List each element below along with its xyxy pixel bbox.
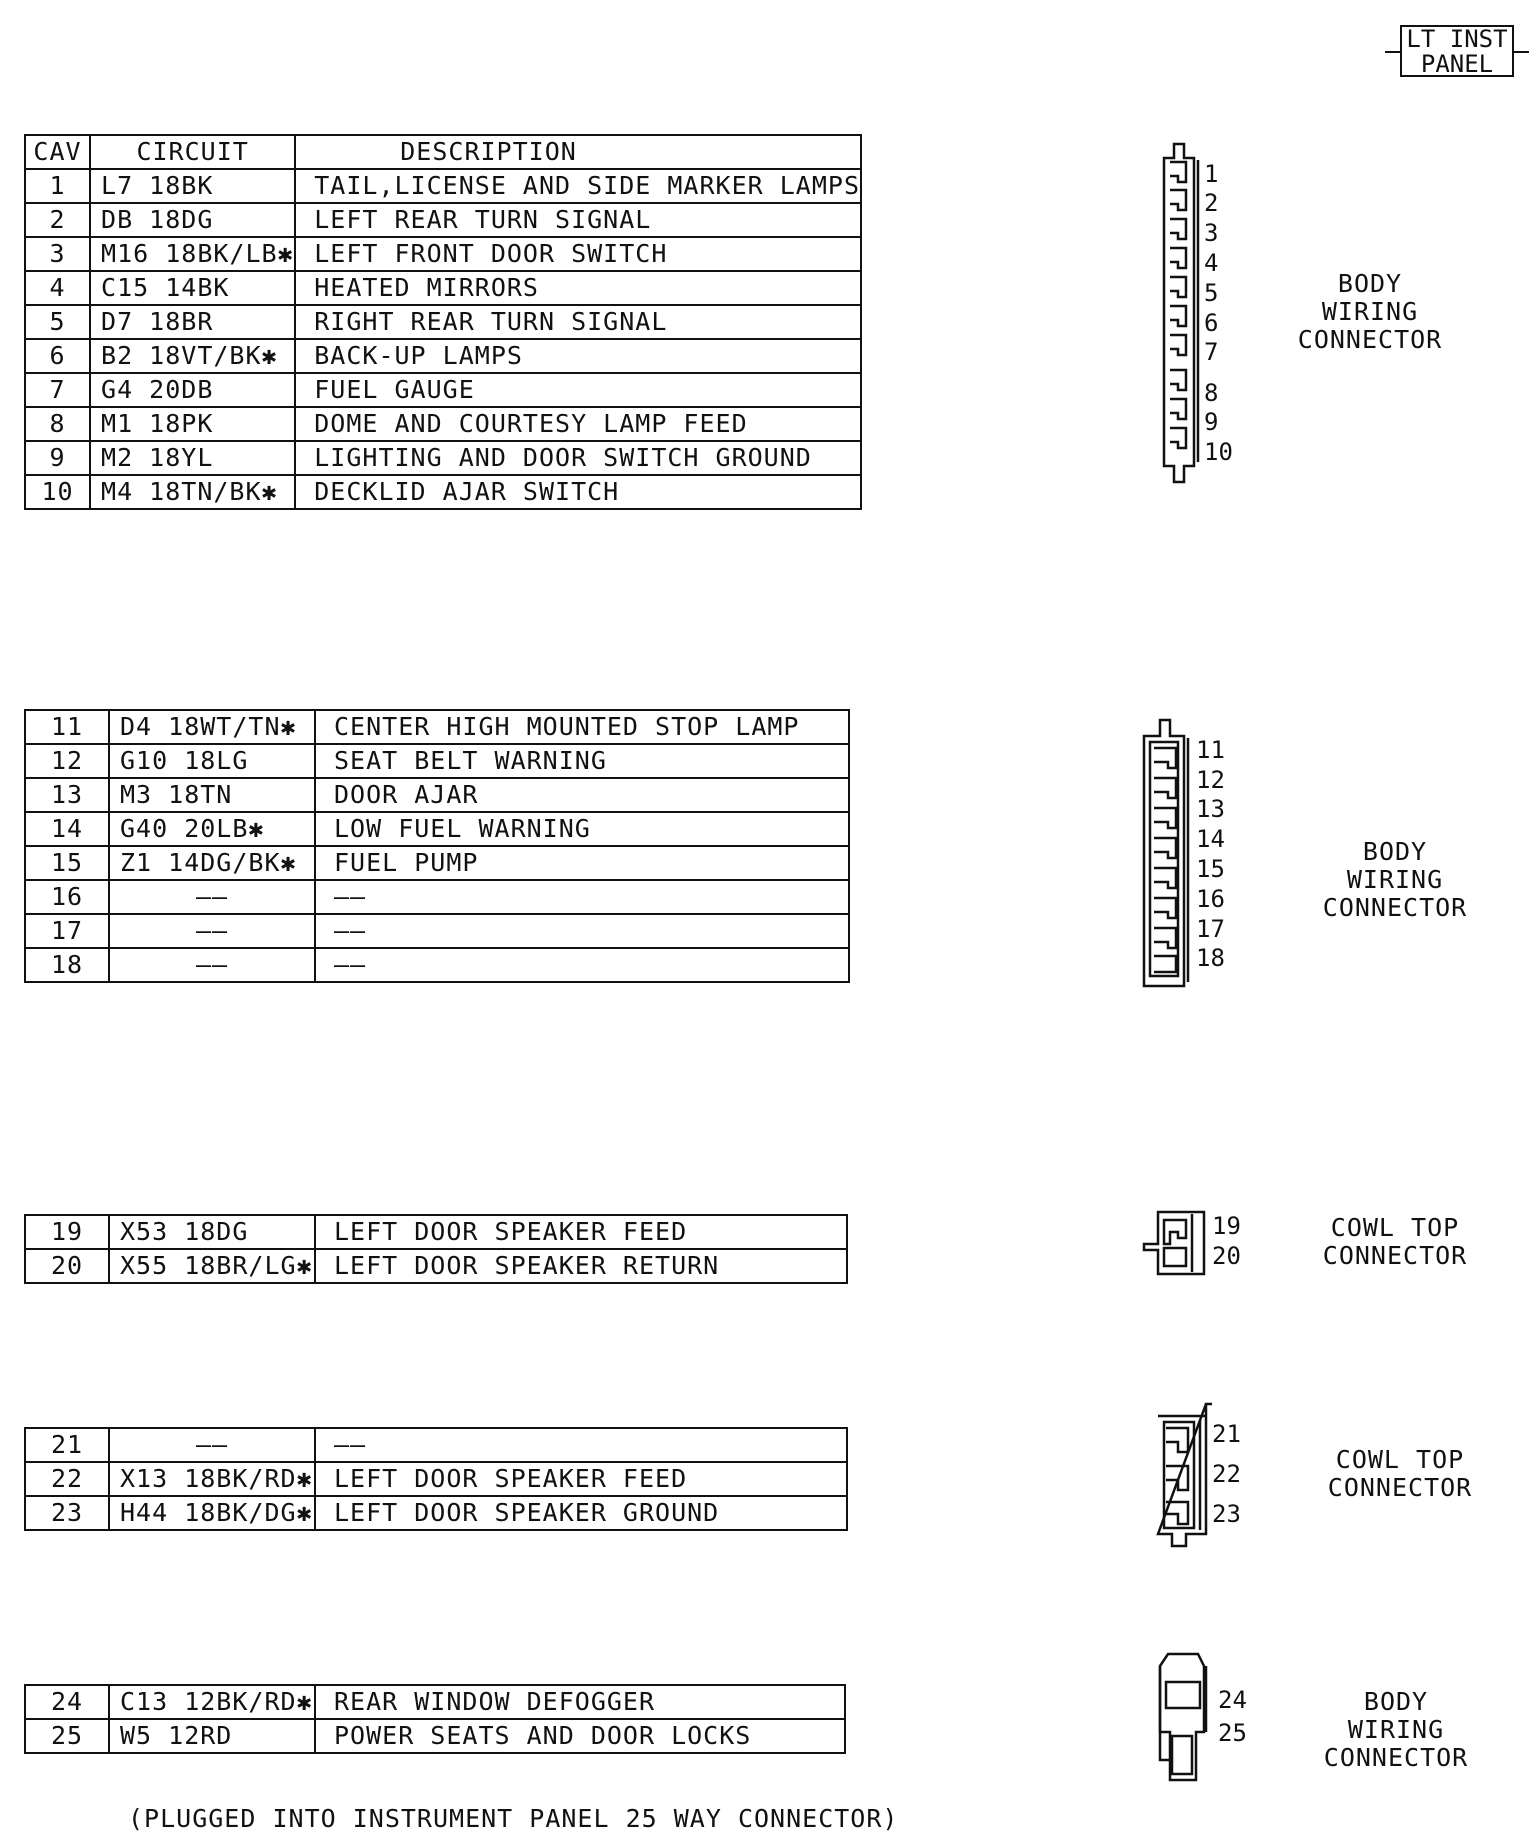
table-row xyxy=(25,1496,847,1530)
pin-number: 24 xyxy=(1218,1686,1247,1714)
cav-number: 6 xyxy=(25,339,90,373)
cav-number: 17 xyxy=(25,914,109,948)
connector-label xyxy=(1280,270,1460,354)
connector-label-line: BODY xyxy=(1337,269,1403,298)
pin-number: 15 xyxy=(1196,855,1225,883)
pin-number: 16 xyxy=(1196,885,1225,913)
circuit-code: M4 18TN/BK✱ xyxy=(90,475,295,509)
table-row xyxy=(25,1685,845,1719)
circuit-description: DECKLID AJAR SWITCH xyxy=(295,475,861,509)
pin-number: 6 xyxy=(1204,309,1219,337)
circuit-code: X55 18BR/LG✱ xyxy=(109,1249,315,1283)
circuit-code: M1 18PK xyxy=(90,407,295,441)
circuit-code: Z1 14DG/BK✱ xyxy=(109,846,315,880)
pin-number: 22 xyxy=(1212,1460,1241,1488)
circuit-description: FUEL PUMP xyxy=(315,846,849,880)
cav-number: 25 xyxy=(25,1719,109,1753)
pin-number: 1 xyxy=(1204,160,1219,188)
circuit-code: B2 18VT/BK✱ xyxy=(90,339,295,373)
circuit-description: —— xyxy=(315,948,849,982)
cavity-table-5 xyxy=(24,1684,846,1754)
circuit-description: FUEL GAUGE xyxy=(295,373,861,407)
pin-number: 25 xyxy=(1218,1719,1247,1747)
connector-2-way-cowl-icon xyxy=(1140,1208,1210,1278)
table-row xyxy=(25,948,849,982)
circuit-description: LEFT DOOR SPEAKER GROUND xyxy=(315,1496,847,1530)
table-row xyxy=(25,812,849,846)
circuit-description: SEAT BELT WARNING xyxy=(315,744,849,778)
circuit-code: M3 18TN xyxy=(109,778,315,812)
header-circuit: CIRCUIT xyxy=(90,135,295,169)
cav-number: 11 xyxy=(25,710,109,744)
cav-number: 12 xyxy=(25,744,109,778)
pin-number: 9 xyxy=(1204,408,1219,436)
circuit-code: W5 12RD xyxy=(109,1719,315,1753)
cav-number: 3 xyxy=(25,237,90,271)
connector-cavities xyxy=(1166,1428,1188,1524)
connector-label xyxy=(1310,1446,1490,1502)
circuit-description: LEFT DOOR SPEAKER FEED xyxy=(315,1462,847,1496)
circuit-description: RIGHT REAR TURN SIGNAL xyxy=(295,305,861,339)
pin-number: 20 xyxy=(1212,1242,1241,1270)
circuit-code: X13 18BK/RD✱ xyxy=(109,1462,315,1496)
table-row xyxy=(25,744,849,778)
pin-number: 2 xyxy=(1204,189,1219,217)
cav-number: 13 xyxy=(25,778,109,812)
circuit-code: M2 18YL xyxy=(90,441,295,475)
circuit-code: D7 18BR xyxy=(90,305,295,339)
table-row xyxy=(25,1462,847,1496)
circuit-description: HEATED MIRRORS xyxy=(295,271,861,305)
cav-number: 7 xyxy=(25,373,90,407)
panel-tag-line-1: LT INST xyxy=(1406,25,1508,53)
circuit-code: D4 18WT/TN✱ xyxy=(109,710,315,744)
connector-label xyxy=(1306,1688,1486,1772)
circuit-code: G4 20DB xyxy=(90,373,295,407)
cavity-table-4 xyxy=(24,1427,848,1531)
table-row xyxy=(25,846,849,880)
connector-label-line: COWL TOP xyxy=(1335,1445,1465,1474)
connector-label-line: WIRING xyxy=(1346,865,1444,894)
circuit-code: L7 18BK xyxy=(90,169,295,203)
connector-2-way-body-icon xyxy=(1150,1652,1214,1784)
table-row xyxy=(25,475,861,509)
cav-number: 1 xyxy=(25,169,90,203)
connector-cavities xyxy=(1154,748,1176,972)
cav-number: 5 xyxy=(25,305,90,339)
cav-number: 24 xyxy=(25,1685,109,1719)
connector-3-way-cowl-icon xyxy=(1152,1402,1212,1548)
cav-number: 23 xyxy=(25,1496,109,1530)
circuit-code: C13 12BK/RD✱ xyxy=(109,1685,315,1719)
circuit-description: LIGHTING AND DOOR SWITCH GROUND xyxy=(295,441,861,475)
table-row xyxy=(25,373,861,407)
footnote: (PLUGGED INTO INSTRUMENT PANEL 25 WAY CONNECTOR) xyxy=(128,1804,899,1833)
cav-number: 4 xyxy=(25,271,90,305)
circuit-description: LOW FUEL WARNING xyxy=(315,812,849,846)
circuit-code: M16 18BK/LB✱ xyxy=(90,237,295,271)
table-row xyxy=(25,880,849,914)
pin-number: 10 xyxy=(1204,438,1233,466)
connector-label-line: BODY xyxy=(1363,1687,1429,1716)
circuit-description: —— xyxy=(315,1428,847,1462)
panel-tag xyxy=(1400,25,1514,77)
pin-number: 11 xyxy=(1196,736,1225,764)
pin-number: 4 xyxy=(1204,249,1219,277)
cav-number: 16 xyxy=(25,880,109,914)
connector-label-line: CONNECTOR xyxy=(1327,1473,1473,1502)
cavity-table-3 xyxy=(24,1214,848,1284)
cav-number: 10 xyxy=(25,475,90,509)
table-row xyxy=(25,169,861,203)
circuit-description: POWER SEATS AND DOOR LOCKS xyxy=(315,1719,845,1753)
pin-number: 21 xyxy=(1212,1420,1241,1448)
cav-number: 2 xyxy=(25,203,90,237)
pin-number: 17 xyxy=(1196,915,1225,943)
table-row xyxy=(25,203,861,237)
cavity-table-1 xyxy=(24,134,862,510)
circuit-description: LEFT DOOR SPEAKER FEED xyxy=(315,1215,847,1249)
connector-label-line: WIRING xyxy=(1321,297,1419,326)
circuit-code: G40 20LB✱ xyxy=(109,812,315,846)
header-cav: CAV xyxy=(25,135,90,169)
pin-number: 8 xyxy=(1204,379,1219,407)
cavity-table-2 xyxy=(24,709,850,983)
circuit-description: —— xyxy=(315,914,849,948)
table-row xyxy=(25,710,849,744)
circuit-description: DOOR AJAR xyxy=(315,778,849,812)
table-row xyxy=(25,778,849,812)
pin-number: 3 xyxy=(1204,219,1219,247)
connector-cavities xyxy=(1170,162,1186,448)
pin-number: 14 xyxy=(1196,825,1225,853)
cav-number: 9 xyxy=(25,441,90,475)
connector-label-line: CONNECTOR xyxy=(1322,893,1468,922)
cav-number: 20 xyxy=(25,1249,109,1283)
cav-number: 18 xyxy=(25,948,109,982)
circuit-code: C15 14BK xyxy=(90,271,295,305)
circuit-description: LEFT FRONT DOOR SWITCH xyxy=(295,237,861,271)
circuit-description: BACK-UP LAMPS xyxy=(295,339,861,373)
connector-label xyxy=(1305,838,1485,922)
circuit-code: X53 18DG xyxy=(109,1215,315,1249)
cav-number: 19 xyxy=(25,1215,109,1249)
panel-tag-line-2: PANEL xyxy=(1420,50,1494,78)
connector-label-line: CONNECTOR xyxy=(1297,325,1443,354)
circuit-description: TAIL,LICENSE AND SIDE MARKER LAMPS xyxy=(295,169,861,203)
table-row xyxy=(25,914,849,948)
pin-number: 5 xyxy=(1204,279,1219,307)
circuit-code: G10 18LG xyxy=(109,744,315,778)
header-description: DESCRIPTION xyxy=(295,135,861,169)
table-row xyxy=(25,1428,847,1462)
connector-label-line: COWL TOP xyxy=(1330,1213,1460,1242)
pin-number: 13 xyxy=(1196,795,1225,823)
table-row xyxy=(25,271,861,305)
circuit-description: —— xyxy=(315,880,849,914)
connector-label-line: WIRING xyxy=(1347,1715,1445,1744)
connector-label xyxy=(1305,1214,1485,1270)
circuit-description: LEFT DOOR SPEAKER RETURN xyxy=(315,1249,847,1283)
circuit-code: —— xyxy=(109,880,315,914)
table-row xyxy=(25,237,861,271)
cav-number: 15 xyxy=(25,846,109,880)
table-row xyxy=(25,339,861,373)
connector-label-line: BODY xyxy=(1362,837,1428,866)
table-row xyxy=(25,305,861,339)
circuit-code: H44 18BK/DG✱ xyxy=(109,1496,315,1530)
connector-10-way-icon xyxy=(1150,140,1210,485)
circuit-description: DOME AND COURTESY LAMP FEED xyxy=(295,407,861,441)
cav-number: 14 xyxy=(25,812,109,846)
pin-number: 23 xyxy=(1212,1500,1241,1528)
table-row xyxy=(25,441,861,475)
circuit-code: —— xyxy=(109,914,315,948)
table-header xyxy=(25,135,861,169)
circuit-description: CENTER HIGH MOUNTED STOP LAMP xyxy=(315,710,849,744)
table-row xyxy=(25,1249,847,1283)
pin-number: 18 xyxy=(1196,944,1225,972)
table-row xyxy=(25,1719,845,1753)
pin-number: 19 xyxy=(1212,1212,1241,1240)
circuit-code: DB 18DG xyxy=(90,203,295,237)
circuit-description: LEFT REAR TURN SIGNAL xyxy=(295,203,861,237)
circuit-code: —— xyxy=(109,948,315,982)
cav-number: 21 xyxy=(25,1428,109,1462)
cav-number: 22 xyxy=(25,1462,109,1496)
circuit-code: —— xyxy=(109,1428,315,1462)
table-row xyxy=(25,407,861,441)
cav-number: 8 xyxy=(25,407,90,441)
pin-number: 12 xyxy=(1196,766,1225,794)
connector-label-line: CONNECTOR xyxy=(1322,1241,1468,1270)
pin-number: 7 xyxy=(1204,338,1219,366)
table-row xyxy=(25,1215,847,1249)
circuit-description: REAR WINDOW DEFOGGER xyxy=(315,1685,845,1719)
connector-label-line: CONNECTOR xyxy=(1323,1743,1469,1772)
